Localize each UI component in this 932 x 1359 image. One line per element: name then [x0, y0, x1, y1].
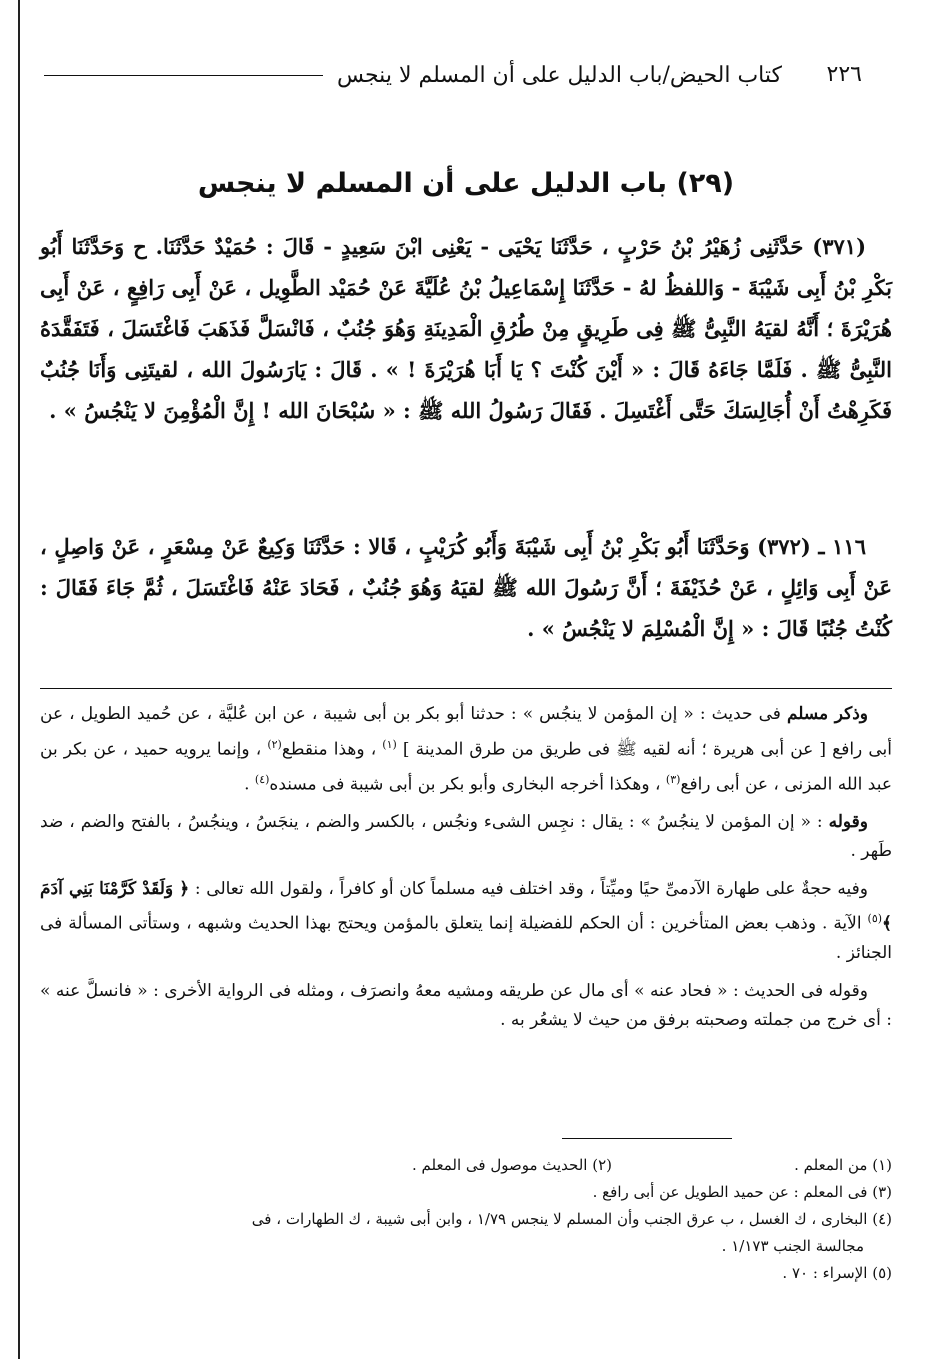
footnote-ref: (٣)	[665, 772, 681, 786]
footnote-ref: (٢)	[267, 737, 282, 751]
commentary-text: .	[244, 774, 250, 795]
footnote-ref: (٥)	[867, 912, 883, 926]
commentary-paragraph	[40, 700, 892, 800]
footnote-1: (١) من المعلم .	[794, 1156, 892, 1174]
running-title: كتاب الحيض/باب الدليل على أن المسلم لا ينجس	[336, 62, 782, 88]
footnote-4-continued: مجالسة الجنب ١/١٧٣ .	[721, 1237, 864, 1255]
footnotes-divider	[562, 1138, 732, 1139]
commentary-paragraph	[40, 977, 892, 1036]
chapter-title: (٢٩) باب الدليل على أن المسلم لا ينجس	[197, 168, 735, 199]
commentary-section	[40, 700, 892, 1044]
commentary-text: الآية . وذهب بعض المتأخرين : أن الحكم للفضيلة إنما يتعلق بالمؤمن ويحتج بهذا الحديث وشبهه ، وستأتى المسألة فى الجنائز .	[40, 913, 892, 964]
commentary-text: وفيه حجةٌ على طهارة الآدمىِّ حيًا وميِّتاً ، وقد اختلف فيه مسلماً كان أو كافراً ، ولقول الله تعالى :	[194, 878, 868, 899]
commentary-text: وقوله فى الحديث : « فحاد عنه » أى مال عن طريقه ومشيه معهُ وانصرَف ، ومثله فى الرواية الأخرى : « فانسلَّ عنه » : أى خرج من جملته وصحبته برفق من حيث لا يشعُر به .	[40, 980, 892, 1031]
footnote-4: (٤) البخارى ، ك الغسل ، ب عرق الجنب وأن المسلم لا ينجس ١/٧٩ ، وابن أبى شيبة ، ك الطهارات ، فى	[251, 1210, 892, 1228]
footnote-row	[40, 1152, 892, 1179]
page-number-text: ٢٢٦	[826, 62, 862, 87]
footnote-ref: (٤)	[254, 772, 270, 786]
footnote-2: (٢) الحديث موصول فى المعلم .	[411, 1156, 612, 1174]
hadith-text: (٣٧١) حَدَّثَنِى زُهَيْرُ بْنُ حَرْبٍ ، حَدَّثَنَا يَحْيَى - يَعْنِى ابْنَ سَعِيدٍ - قَالَ : حُمَيْدٌ حَدَّثَنَا. ح وَحَدَّثَنَا أَبُو بَكْرِ بْنُ أَبِى شَيْبَةَ - وَاللفظُ لهُ - حَدَّثَنَا إِسْمَاعِيلُ بْنُ عُلَيَّةَ عَنْ حُمَيْد الطَّوِيل ، عَنْ أَبِى رَافِعٍ ، عَنْ أَبِى هُرَيْرَةَ ؛ أَنَّهُ لقيَهُ النَّبِىُّ ﷺ فِى طَرِيقٍ مِنْ طُرُقِ الْمَدِينَةِ وَهُوَ جُنُبٌ ، فَانْسَلَّ فَذَهَبَ فَاغْتَسَلَ ، فَتَفَقَّدَهُ النَّبِىُّ ﷺ . فَلَمَّا جَاءَهُ قَالَ : « أَيْنَ كُنْتَ ؟ يَا أَبَا هُرَيْرَةَ ! » . قَالَ : يَارَسُولَ الله ، لقيتَنِى وَأَنَا جُنُبٌ فَكَرِهْتُ أَنْ أُجَالِسَكَ حَتَّى أَغْتَسِلَ . فَقَالَ رَسُولُ الله ﷺ : « سُبْحَانَ الله ! إِنَّ الْمُؤْمِنَ لا يَنْجُسُ » .	[40, 234, 892, 423]
footnote-3: (٣) فى المعلم : عن حميد الطويل عن أبى رافع .	[592, 1183, 892, 1201]
hadith-371	[40, 226, 892, 431]
commentary-text: ، وهكذا أخرجه البخارى وأبو بكر بن أبى شيبة فى مسنده	[269, 774, 661, 795]
footnotes-section	[40, 1152, 892, 1287]
commentary-text: ، وهذا منقطع	[281, 739, 377, 760]
commentary-text: ، وإنما يرويه حميد ، عن بكر بن عبد الله المزنى ، عن أبى رافع	[40, 739, 892, 795]
hadith-text: ١١٦ ـ (٣٧٢) وَحَدَّثَنَا أَبُو بَكْرِ بْنُ أَبِى شَيْبَةَ وَأَبُو كُرَيْبٍ ، قَالا : حَدَّثَنَا وَكِيعٌ عَنْ مِسْعَرٍ ، عَنْ وَاصِلٍ ، عَنْ أَبِى وَائِلٍ ، عَنْ حُذَيْفَةَ ؛ أَنَّ رَسُولَ الله ﷺ لقيَهُ وَهُوَ جُنُبٌ ، فَحَادَ عَنْهُ فَاغْتَسَلَ ، ثُمَّ جَاءَ فَقَالَ : كُنْتُ جُنُبًا قَالَ : « إِنَّ الْمُسْلِمَ لا يَنْجُسُ » .	[40, 534, 892, 641]
commentary-lead: وقوله	[828, 811, 868, 832]
running-header	[40, 58, 782, 92]
hadith-372	[40, 526, 892, 649]
commentary-lead: وذكر مسلم	[786, 704, 868, 724]
commentary-paragraph	[40, 875, 892, 969]
commentary-text: : « إن المؤمن لا ينجُسُ » : يقال : نجِس الشىء ونجُس ، بالكسر والضم ، ينجَسُ ، وينجُسُ ، بالفتح والضم ، ضد طَهر .	[40, 811, 892, 862]
commentary-divider	[40, 688, 892, 689]
commentary-text: فى حديث : « إن المؤمن لا ينجُس » : حدثنا أبو بكر بن أبى شيبة ، عن ابن عُليَّة ، عن حُميد الطويل ، عن أبى رافع [ عن أبى هريرة ؛ أنه لقيه ﷺ فى طريق من طرق المدينة ]	[40, 704, 892, 760]
header-rule	[44, 75, 323, 76]
footnote-ref: (١)	[382, 737, 397, 751]
page-edge-line	[18, 0, 20, 1359]
quran-quote: ﴿ وَلَقَدْ كَرَّمْنَا بَنِي آدَمَ ﴾	[40, 878, 893, 934]
footnote-5: (٥) الإسراء : ٧٠ .	[782, 1264, 892, 1282]
commentary-paragraph	[40, 808, 892, 867]
